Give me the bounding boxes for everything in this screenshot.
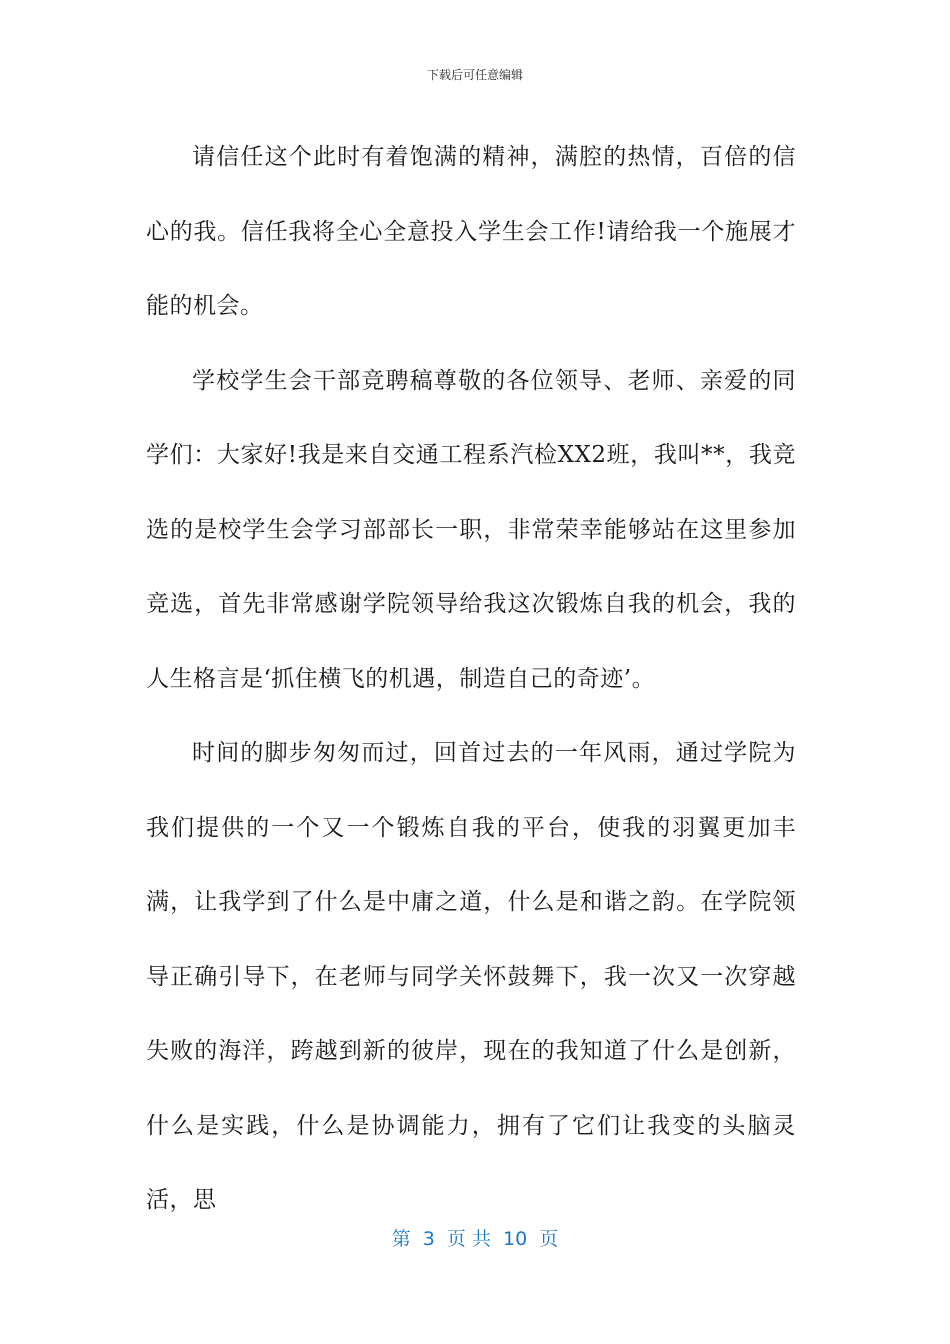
paragraph-3: 时间的脚步匆匆而过，回首过去的一年风雨，通过学院为我们提供的一个又一个锻炼自我的平台，使我的羽翼更加丰满，让我学到了什么是中庸之道，什么是和谐之韵。在学院领导正确引导下，在老师与同学关怀鼓舞下，我一次又一次穿越失败的海洋，跨越到新的彼岸，现在的我知道了什么是创新，什么是实践，什么是协调能力，拥有了它们让我变的头脑灵活，思	[146, 740, 796, 1213]
paragraph-1: 请信任这个此时有着饱满的精神，满腔的热情，百倍的信心的我。信任我将全心全意投入学生会工作!请给我一个施展才能的机会。	[146, 144, 796, 319]
paragraph-2: 学校学生会干部竞聘稿尊敬的各位领导、老师、亲爱的同学们：大家好!我是来自交通工程系汽检XX2班，我叫**，我竞选的是校学生会学习部部长一职，非常荣幸能够站在这里参加竞选，首先非常感谢学院领导给我这次锻炼自我的机会，我的人生格言是‘抓住横飞的机遇，制造自己的奇迹’。	[146, 367, 796, 692]
page-number-footer: 第 3 页 共 10 页	[391, 1228, 559, 1250]
body-text	[146, 120, 796, 1238]
header-note: 下载后可任意编辑	[426, 68, 523, 82]
